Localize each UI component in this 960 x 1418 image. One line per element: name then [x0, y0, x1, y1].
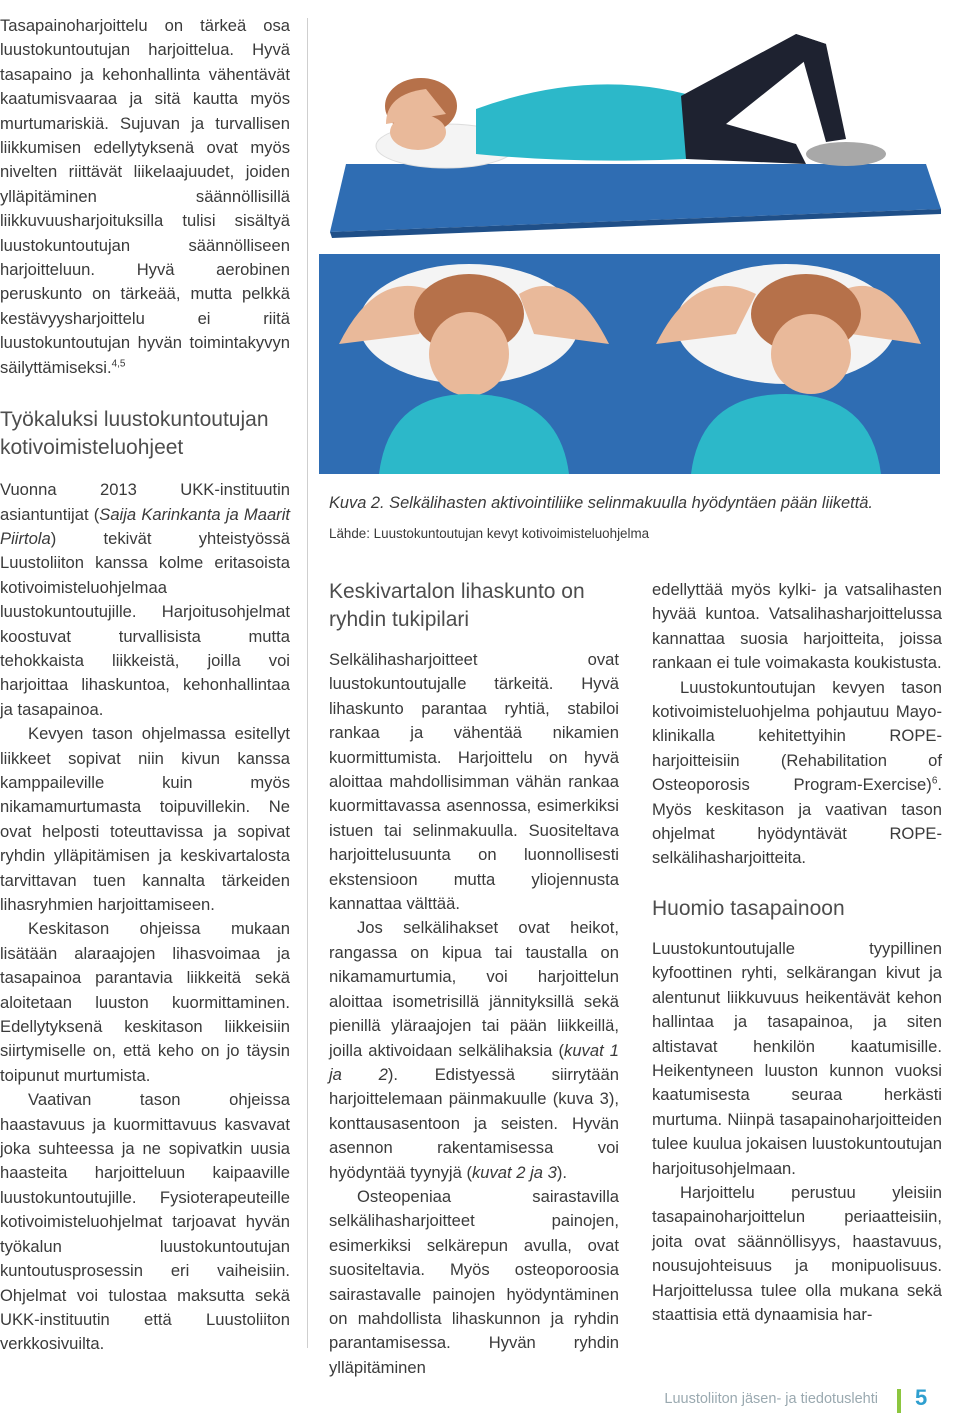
page-footer	[0, 1385, 960, 1413]
face	[771, 314, 851, 394]
body-paragraph: Selkälihasharjoitteet ovat luustokuntoutujalle tärkeitä. Hyvä lihaskunto parantaa ryhtiä, stabiloi rankaa ja vähentää nikamien kuormittumista. Harjoittelu on hyvä aloittaa mahdollisimman vähän rankaa kuormittavassa asennossa, esimerkiksi istuen tai selinmakuulla. Suositeltava harjoittelusuunta on luonnollisesti ekstensioon mutta yliojennusta kannattaa välttää.	[329, 650, 619, 914]
body-paragraph: Vuonna 2013 UKK-instituutin asiantuntijat (Saija Karinkanta ja Maarit Piirtola) tekivät yhteistyössä Luustoliiton kanssa kolme eritasoista kotivoimisteluohjelmaa luustokuntoutujille. Harjoitusohjelmat koostuvat turvallisista mutta tehokkaista liikkeistä, joilla voi harjoittaa lihaskuntoa, kehonhallintaa ja tasapainoa.	[0, 480, 291, 719]
feet	[806, 142, 886, 166]
section-heading-core: Keskivartalon lihaskunto on ryhdin tukipilari	[329, 580, 585, 631]
footnote-ref: 6	[931, 775, 938, 787]
body-paragraph: Luustokuntoutujan kevyen tason kotivoimisteluohjelma pohjautuu Mayo-klinikalla kehitettyihin ROPE-harjoitteisiin (Rehabilitation of Osteoporosis Program-Exercise)$^6$. Myös keskitason ja vaativan tason ohjelmat hyödyntävät ROPE-selkälihasharjoitteita.	[652, 677, 942, 868]
text-column-right	[652, 578, 942, 1327]
footer-accent-bar	[897, 1389, 901, 1413]
exercise-photo-head-neutral	[319, 254, 636, 474]
body-paragraph: Luustokuntoutujalle tyypillinen kyfoottinen ryhti, selkärangan kivut ja alentunut liikkuvuus heikentävät kehon hallintaa ja tasapainoa, ja siten altistavat henkilön kaatumisille. Heikentyneen luuston kunnon vuoksi kaatumisesta seuraa herkästi murtuma. Niinpä tasapainoharjoitteiden tulee kuulua jokaisen luustokuntoutujan harjoitusohjelmaan.	[652, 938, 942, 1178]
page-number: 5	[915, 1385, 928, 1410]
body-paragraph: Jos selkälihakset ovat heikot, rangassa on kipua tai taustalla on nikamamurtumia, voi harjoittelun aloittaa isometrisillä jännityksillä sekä pienillä yläraajojen tai pään liikkeillä, joilla aktivoidaan selkälihaksia (kuvat 1 ja 2). Edistyessä siirrytään harjoittelemaan päinmakuulle (kuva 3), konttausasentoon ja seisten. Hyvän asennon rakentamisessa voi hyödyntää tyynyjä (kuvat 2 ja 3).	[329, 918, 619, 1182]
lower-leg	[796, 34, 846, 142]
exercise-photo-lying	[326, 14, 946, 246]
body-paragraph: Vaativan tason ohjeissa haastavuus ja kuormittavuus kasvavat joka suhteessa ja ne sopivatkin uusia haasteita harjoitteluun kaipaaville luustokuntoutujille. Fysioterapeuteille kotivoimisteluohjelmat tarjoavat hyvän työkalun luustokuntoutujan kuntoutusprosessin eri vaiheisiin. Ohjelmat voi tulostaa maksutta sekä UKK-instituutin että Luustoliiton verkkosivuilta.	[0, 1090, 290, 1354]
shirt	[476, 84, 686, 160]
exercise-photo-head-turned	[636, 254, 940, 474]
column-divider	[307, 18, 308, 1348]
footnote-ref: 4,5	[111, 358, 126, 370]
publication-name: Luustoliiton jäsen- ja tiedotuslehti	[664, 1391, 878, 1407]
section-heading-balance: Huomio tasapainoon	[652, 896, 845, 920]
body-paragraph: Kevyen tason ohjelmassa esitellyt liikkeet sopivat niin kivun kanssa kamppaileville kuin myös nikamamurtumasta toipuvillekin. Ne ovat helposti toteuttavissa ja sopivat ryhdin ylläpitämisen ja keskivartalosta tarvittavan tuen kannalta tärkeiden lihasryhmien harjoittamiseen.	[0, 724, 290, 914]
body-paragraph: edellyttää myös kylki- ja vatsalihasten hyvää kuntoa. Vatsalihasharjoittelussa kannattaa suosia harjoitteita, joissa rankaan ei tule voimakasta koukistusta.	[652, 580, 942, 673]
section-heading-tools: Työkaluksi luustokuntoutujan kotivoimisteluohjeet	[0, 408, 269, 460]
text-column-middle	[329, 578, 619, 1380]
text-column-left	[0, 14, 290, 1357]
figure-source: Lähde: Luustokuntoutujan kevyt kotivoimisteluohjelma	[329, 526, 650, 541]
exercise-illustration-lying	[326, 14, 946, 246]
body-paragraph: Keskitason ohjeissa mukaan lisätään alaraajojen lihasvoimaa ja tasapainoa parantavia liikkeitä sekä aloitetaan luuston kuormittaminen. Edellytyksenä keskitason liikkeisiin siirtymiselle on, että keho on jo täysin toipunut murtumista.	[0, 919, 290, 1085]
body-paragraph: Osteopeniaa sairastavilla selkälihasharjoitteet painojen, esimerkiksi selkärepun avulla, ovat suositeltavia. Myös osteoporoosia sairastavalle painojen hyödyntäminen on mahdollista lihaskunnon ja ryhdin parantamisessa. Hyvän ryhdin ylläpitäminen	[329, 1186, 619, 1377]
intro-paragraph: Tasapainoharjoittelu on tärkeä osa luustokuntoutujan harjoittelua. Hyvä tasapaino ja kehonhallinta vähentävät kaatumisvaaraa ja sitä kautta myös murtumariskiä. Sujuvan ja turvallisen liikkumisen edellytyksenä ovat myös nivelten riittävät liikelaajuudet, joiden ylläpitäminen säännöllisillä liikkuvuusharjoituksilla tulisi sisältyä luustokuntoutujan säännölliseen harjoitteluun. Hyvä aerobinen peruskunto on tärkeää, mutta pelkkä kestävyysharjoittelu ei riitä luustokuntoutujan hyvän toimintakyvyn säilyttämiseksi.$^{4,5}$	[0, 16, 290, 377]
exercise-illustration-right	[636, 254, 940, 474]
figure-caption: Kuva 2. Selkälihasten aktivointiliike selinmakuulla hyödyntäen pään liikettä.	[329, 494, 873, 512]
exercise-illustration-left	[319, 254, 636, 474]
face	[429, 312, 509, 396]
body-paragraph: Harjoittelu perustuu yleisiin tasapainoharjoittelun periaatteisiin, joita ovat säännöllisyys, haastavuus, nousujohteisuus ja monipuolisuus. Harjoittelussa tulee olla mukana sekä staattisia että dynaamisia har-	[652, 1182, 942, 1324]
